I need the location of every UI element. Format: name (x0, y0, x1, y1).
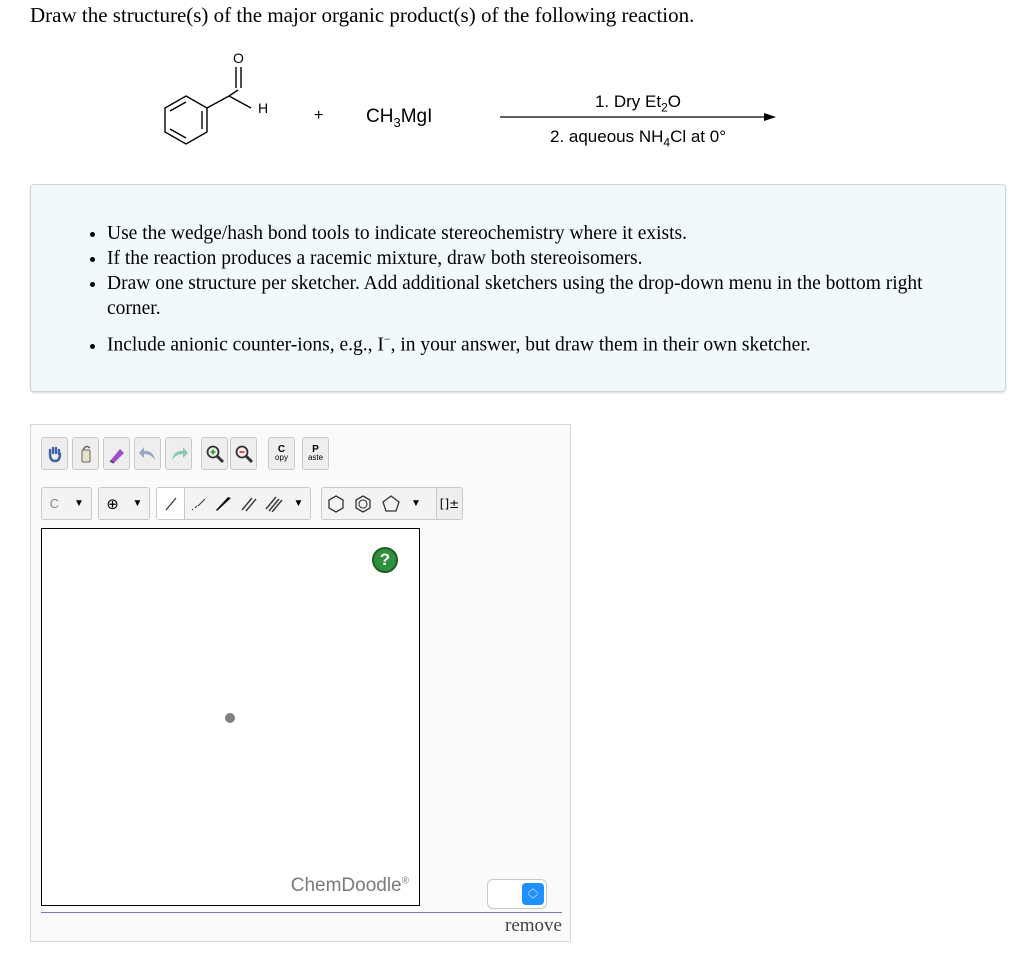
benzene-icon (353, 494, 373, 514)
divider (41, 912, 562, 913)
plus-sign: + (314, 107, 324, 124)
carbonyl-oxygen-label: O (233, 50, 244, 66)
cursor-dot (225, 713, 235, 723)
double-bond-icon (240, 496, 258, 512)
bracket-tool[interactable]: []± (436, 487, 463, 520)
undo-icon (138, 445, 158, 463)
sketcher-panel (30, 424, 571, 942)
condition-step-1: 1. Dry $Et_2O$ (594, 92, 682, 115)
paste-icon: P aste (307, 443, 324, 462)
help-button[interactable]: ? (372, 547, 398, 573)
double-bond-tool[interactable] (237, 488, 261, 519)
copy-icon: C opy (275, 443, 288, 462)
reaction-arrow (498, 110, 778, 124)
ring-tools (321, 487, 455, 520)
triple-bond-icon (265, 496, 283, 512)
lasso-tool[interactable] (72, 437, 99, 470)
benzaldehyde-structure (150, 48, 290, 158)
remove-link[interactable]: remove (505, 915, 562, 936)
chemdoodle-logo: ChemDoodle® (290, 875, 409, 896)
chevron-down-icon[interactable]: ▼ (74, 498, 84, 509)
updown-chevron-icon: ︿ ﹀ (522, 883, 544, 905)
zoom-out-icon (234, 444, 254, 464)
cyclopentane-tool[interactable] (377, 488, 405, 519)
question-text: Draw the structure(s) of the major organic product(s) of the following reaction. (30, 3, 695, 27)
triple-bond-tool[interactable] (261, 488, 287, 519)
benzene-tool[interactable] (349, 488, 377, 519)
instruction-item: • Use the wedge/hash bond tools to indicate stereochemistry where it exists. (107, 221, 965, 246)
pentagon-icon (381, 494, 401, 514)
add-sketcher-dropdown[interactable] (487, 879, 547, 909)
instruction-item: • Draw one structure per sketcher. Add additional sketchers using the drop-down menu in the bottom right corner. (107, 271, 965, 321)
chevron-down-icon[interactable]: ▼ (293, 498, 304, 509)
element-label: C (49, 496, 60, 511)
hash-bond-icon (189, 496, 207, 512)
cyclohexane-tool[interactable] (322, 488, 349, 519)
eraser-icon (107, 444, 127, 464)
zoom-in-icon (205, 444, 225, 464)
instruction-item: • If the reaction produces a racemic mixture, draw both stereoisomers. (107, 246, 965, 271)
chevron-down-icon[interactable]: ▼ (132, 498, 143, 509)
copy-button[interactable] (268, 437, 295, 470)
lasso-icon (77, 444, 95, 464)
chevron-down-icon[interactable]: ▼ (411, 498, 421, 509)
zoom-in-button[interactable] (201, 437, 228, 470)
instructions-box (30, 184, 1006, 392)
single-bond-icon (163, 496, 179, 512)
undo-button[interactable] (134, 437, 161, 470)
wedge-bond-tool[interactable] (211, 488, 237, 519)
wedge-bond-icon (215, 496, 233, 512)
charge-plus-icon: ⊕ (106, 494, 119, 513)
redo-icon (169, 445, 189, 463)
element-selector[interactable] (41, 487, 92, 520)
paste-button[interactable] (302, 437, 329, 470)
drawing-canvas[interactable] (41, 528, 420, 906)
redo-button[interactable] (165, 437, 192, 470)
hand-icon (46, 445, 64, 463)
eraser-tool[interactable] (103, 437, 130, 470)
hexagon-icon (326, 494, 346, 514)
aldehyde-h-label: H (258, 100, 269, 116)
condition-step-2: 2. aqueous $NH_4Cl$ at 0° (549, 127, 727, 150)
hash-bond-tool[interactable] (185, 488, 211, 519)
pan-hand-tool[interactable] (41, 437, 68, 470)
instruction-item: • Include anionic counter-ions, e.g., I−, in your answer, but draw them in their own sketcher. (107, 327, 965, 358)
zoom-out-button[interactable] (230, 437, 257, 470)
bond-tools (156, 487, 311, 520)
reagent-formula: $CH_3MgI$ (366, 106, 433, 130)
charge-selector[interactable] (98, 487, 150, 520)
single-bond-tool[interactable] (157, 488, 185, 519)
